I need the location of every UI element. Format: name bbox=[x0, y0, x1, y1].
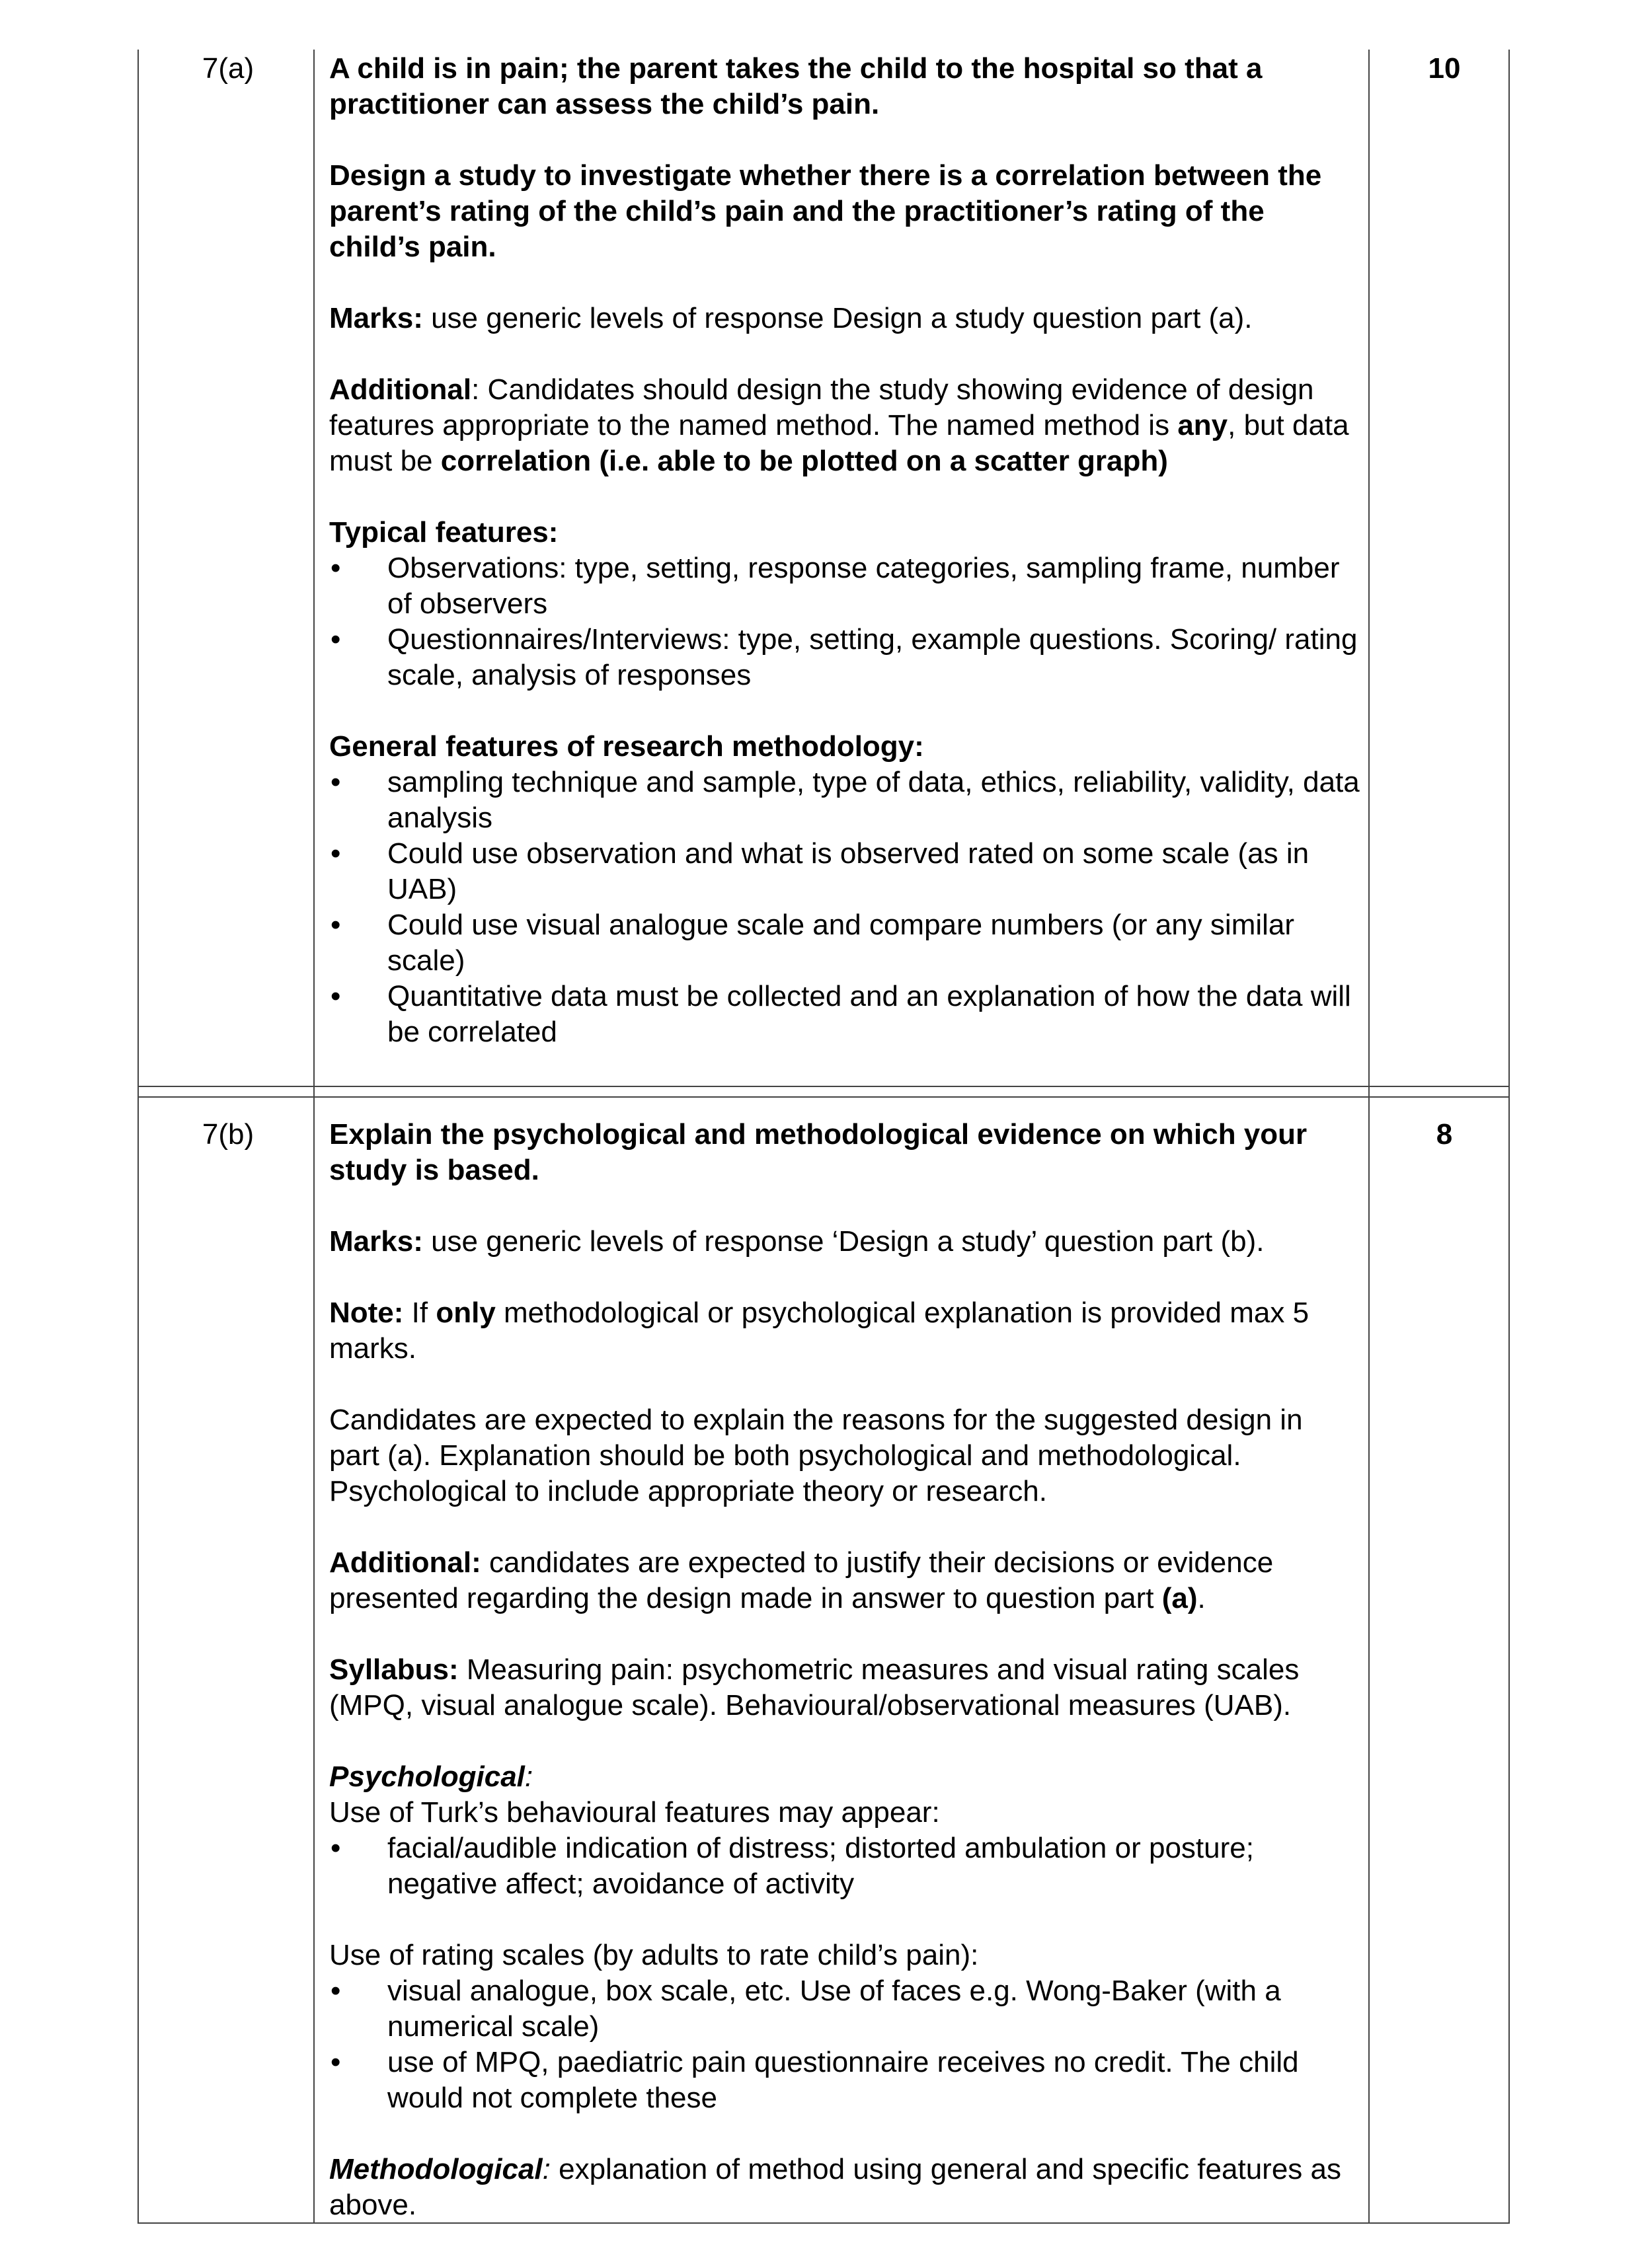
row-separator-bottom bbox=[137, 1096, 1510, 1098]
answer-content-7a bbox=[329, 51, 1360, 1050]
bullet-icon: • bbox=[331, 1832, 341, 1864]
bullet-icon: • bbox=[331, 552, 341, 584]
list-item: • Could use observation and what is observed rated on some scale (as in UAB) bbox=[331, 837, 1309, 905]
list-item: • Quantitative data must be collected and an explanation of how the data will be correlated bbox=[331, 980, 1351, 1048]
expectation-paragraph: Candidates are expected to explain the reasons for the suggested design in part (a). Explanation should be both psychological and methodological. Psychological to include appropriate theory or research. bbox=[329, 1404, 1303, 1507]
turk-features-list bbox=[329, 1831, 1360, 1902]
list-item: • Could use visual analogue scale and compare numbers (or any similar scale) bbox=[331, 909, 1295, 977]
rating-scales-list bbox=[329, 1973, 1360, 2116]
rating-intro: Use of rating scales (by adults to rate child’s pain): bbox=[329, 1939, 979, 1971]
list-item: • visual analogue, box scale, etc. Use of faces e.g. Wong-Baker (with a numerical scale) bbox=[331, 1975, 1281, 2043]
list-item: • Questionnaires/Interviews: type, setting, example questions. Scoring/ rating scale, analysis of responses bbox=[331, 623, 1358, 691]
bullet-icon: • bbox=[331, 2046, 341, 2078]
syllabus-guidance: Syllabus: Measuring pain: psychometric measures and visual rating scales (MPQ, visual analogue scale). Behavioural/observational measures (UAB). bbox=[329, 1653, 1300, 1721]
section-heading: Psychological: bbox=[329, 1760, 533, 1793]
table-divider-question bbox=[313, 50, 315, 2224]
question-number-7a: 7(a) bbox=[202, 52, 254, 85]
section-heading: General features of research methodology: bbox=[329, 730, 924, 763]
bullet-icon: • bbox=[331, 623, 341, 656]
bullet-icon: • bbox=[331, 837, 341, 870]
methodological-guidance: Methodological: explanation of method using general and specific features as above. bbox=[329, 2153, 1341, 2221]
marks-value-7b: 8 bbox=[1436, 1118, 1453, 1151]
question-number-7b: 7(b) bbox=[202, 1118, 254, 1151]
table-divider-marks bbox=[1368, 50, 1370, 2224]
question-prompt: Design a study to investigate whether there is a correlation between the parent’s rating of the child’s pain and the practitioner’s rating of the child’s pain. bbox=[329, 159, 1322, 263]
bullet-icon: • bbox=[331, 909, 341, 941]
question-prompt: A child is in pain; the parent takes the child to the hospital so that a practitioner can assess the child’s pain. bbox=[329, 52, 1263, 120]
general-features-list bbox=[329, 765, 1360, 1050]
typical-features-list bbox=[329, 550, 1360, 693]
answer-content-7b bbox=[329, 1117, 1360, 2223]
additional-guidance: Additional: Candidates should design the study showing evidence of design features appropriate to the named method. The named method is any, but data must be correlation (i.e. able to be plotted on a scatter graph) bbox=[329, 373, 1349, 477]
marks-guidance: Marks: use generic levels of response ‘Design a study’ question part (b). bbox=[329, 1225, 1265, 1258]
list-item: • sampling technique and sample, type of data, ethics, reliability, validity, data analysis bbox=[331, 766, 1360, 834]
section-heading: Typical features: bbox=[329, 516, 559, 548]
list-item: • facial/audible indication of distress; distorted ambulation or posture; negative affect; avoidance of activity bbox=[331, 1832, 1254, 1900]
bullet-icon: • bbox=[331, 766, 341, 798]
bullet-icon: • bbox=[331, 1975, 341, 2007]
marks-guidance: Marks: use generic levels of response Design a study question part (a). bbox=[329, 302, 1253, 334]
note-guidance: Note: If only methodological or psychological explanation is provided max 5 marks. bbox=[329, 1297, 1309, 1365]
bullet-icon: • bbox=[331, 980, 341, 1012]
list-item: • Observations: type, setting, response categories, sampling frame, number of observers bbox=[331, 552, 1340, 620]
list-item: • use of MPQ, paediatric pain questionnaire receives no credit. The child would not complete these bbox=[331, 2046, 1299, 2114]
table-border-right bbox=[1508, 50, 1510, 2224]
row-separator-top bbox=[137, 1086, 1510, 1087]
question-prompt: Explain the psychological and methodological evidence on which your study is based. bbox=[329, 1118, 1308, 1186]
turk-intro: Use of Turk’s behavioural features may appear: bbox=[329, 1796, 940, 1829]
additional-guidance: Additional: candidates are expected to justify their decisions or evidence presented regarding the design made in answer to question part (a). bbox=[329, 1546, 1274, 1614]
marks-value-7a: 10 bbox=[1428, 52, 1461, 85]
table-border-left bbox=[137, 50, 139, 2224]
